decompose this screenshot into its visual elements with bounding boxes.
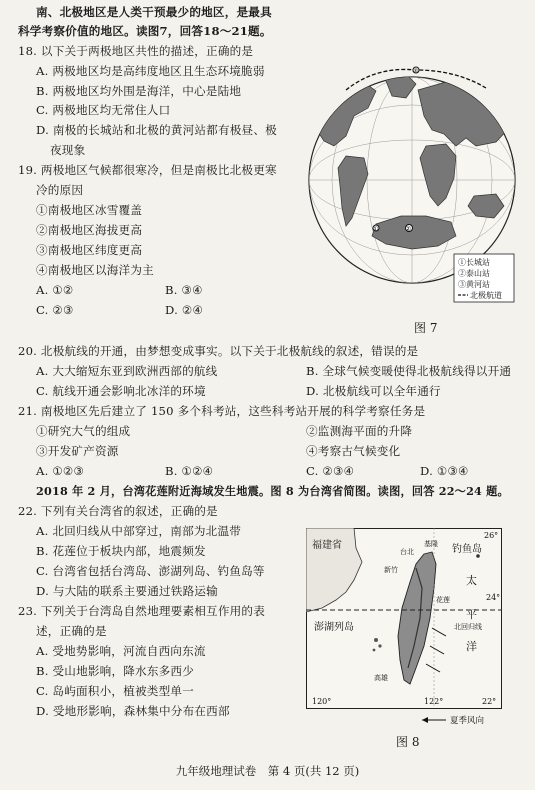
q21-option-c: C. ②③④: [306, 464, 355, 478]
q19-option-c: C. ②③: [36, 303, 74, 317]
q22-option-d: D. 与大陆的联系主要通过铁路运输: [36, 584, 218, 598]
label-summer-wind: 夏季风向: [450, 716, 485, 726]
label-hualian: 花莲: [436, 596, 450, 604]
q19-option-b: B. ③④: [165, 283, 203, 297]
legend-huanghe: ③黄河站: [458, 280, 490, 289]
label-lon-120: 120°: [312, 697, 332, 706]
q19-stem-line1: 19. 两极地区气候都很寒冷，但是南极比北极更寒: [18, 163, 277, 177]
q21-statement-2: ②监测海平面的升降: [306, 424, 413, 438]
q20-option-a: A. 大大缩短东亚到欧洲西部的航线: [36, 364, 218, 378]
q21-statement-1: ①研究大气的组成: [36, 424, 131, 438]
q19-statement-3: ③南极地区纬度更高: [36, 243, 143, 257]
q23-stem-line1: 23. 下列关于台湾岛自然地理要素相互作用的表: [18, 604, 266, 618]
q19-statement-2: ②南极地区海拔更高: [36, 223, 143, 237]
q21-option-a: A. ①②③: [36, 464, 85, 478]
q21-statement-4: ④考察古气候变化: [306, 444, 401, 458]
q20-option-b: B. 全球气候变暖使得北极航线得以开通: [306, 364, 512, 378]
q18-option-c: C. 两极地区均无常住人口: [36, 103, 171, 117]
station-marker-3: ③: [412, 67, 419, 75]
q19-option-d: D. ②④: [165, 303, 204, 317]
q23-option-b: B. 受山地影响，降水东多西少: [36, 664, 195, 678]
q21-option-d: D. ①③④: [420, 464, 469, 478]
label-lon-122: 122°: [424, 697, 444, 706]
q18-option-d-line1: D. 南极的长城站和北极的黄河站都有极昼、极: [36, 123, 277, 137]
label-taibei: 台北: [400, 548, 414, 556]
intro-2: 2018 年 2 月，台湾花莲附近海域发生地震。图 8 为台湾省简图。读图，回答 22～24 题。: [36, 484, 509, 498]
q23-option-a: A. 受地势影响，河流自西向东流: [36, 644, 206, 658]
label-fujian: 福建省: [312, 540, 342, 551]
q22-stem: 22. 下列有关台湾省的叙述，正确的是: [18, 504, 218, 518]
q19-option-a: A. ①②: [36, 283, 74, 297]
q19-stem-line2: 冷的原因: [36, 183, 84, 197]
label-pacific-2: 平: [466, 608, 477, 621]
label-lat-24: 24°: [486, 593, 501, 602]
label-jilong: 基隆: [424, 540, 438, 548]
figure-8-caption: 图 8: [396, 735, 420, 749]
label-penghu: 澎湖列岛: [314, 622, 354, 633]
label-lat-26: 26°: [484, 531, 499, 540]
label-lat-22: 22°: [482, 697, 497, 706]
q22-option-a: A. 北回归线从中部穿过，南部为北温带: [36, 524, 242, 538]
q23-option-d: D. 受地形影响，森林集中分布在西部: [36, 704, 230, 718]
q20-stem: 20. 北极航线的开通，由梦想变成事实。以下关于北极航线的叙述，错误的是: [18, 344, 419, 358]
q20-option-d: D. 北极航线可以全年通行: [306, 384, 441, 398]
label-gaoxiong: 高雄: [374, 674, 388, 682]
legend-changcheng: ①长城站: [458, 258, 490, 267]
label-diaoyu: 钓鱼岛: [452, 544, 482, 555]
q19-statement-4: ④南极地区以海洋为主: [36, 263, 154, 277]
q18-option-a: A. 两极地区均是高纬度地区且生态环境脆弱: [36, 64, 265, 78]
label-pacific-1: 太: [466, 574, 477, 587]
q19-statement-1: ①南极地区冰雪覆盖: [36, 203, 143, 217]
intro-line-1: 南、北极地区是人类干预最少的地区，是最具: [36, 5, 272, 19]
q21-stem: 21. 南极地区先后建立了 150 多个科考站，这些科考站开展的科学考察任务是: [18, 404, 426, 418]
q20-option-c: C. 航线开通会影响北冰洋的环境: [36, 384, 206, 398]
figure-7-caption: 图 7: [414, 321, 438, 335]
q23-stem-line2: 述，正确的是: [36, 624, 107, 638]
figure-8-taiwan-map: [306, 528, 511, 728]
legend-taishan: ②泰山站: [458, 269, 490, 278]
q18-option-b: B. 两极地区均外围是海洋，中心是陆地: [36, 84, 242, 98]
q18-stem: 18. 以下关于两极地区共性的描述，正确的是: [18, 44, 254, 58]
q22-option-b: B. 花莲位于板块内部，地震频发: [36, 544, 206, 558]
label-tropic: 北回归线: [454, 623, 482, 631]
q22-option-c: C. 台湾省包括台湾岛、澎湖列岛、钓鱼岛等: [36, 564, 265, 578]
intro-line-2: 科学考察价值的地区。读图7，回答18～21题。: [18, 24, 272, 38]
legend-arctic-route: 北极航道: [470, 291, 502, 300]
q18-option-d-line2: 夜现象: [50, 143, 86, 157]
figure-7-polar-map: [306, 46, 518, 316]
label-pacific-3: 洋: [466, 640, 477, 653]
q21-option-b: B. ①②④: [165, 464, 214, 478]
station-marker-1: ①: [372, 225, 379, 233]
page-footer: 九年级地理试卷 第 4 页(共 12 页): [175, 764, 360, 778]
q23-option-c: C. 岛屿面积小，植被类型单一: [36, 684, 194, 698]
station-marker-2: ②: [405, 225, 412, 233]
q21-statement-3: ③开发矿产资源: [36, 444, 119, 458]
label-xinzhu: 新竹: [384, 566, 398, 574]
